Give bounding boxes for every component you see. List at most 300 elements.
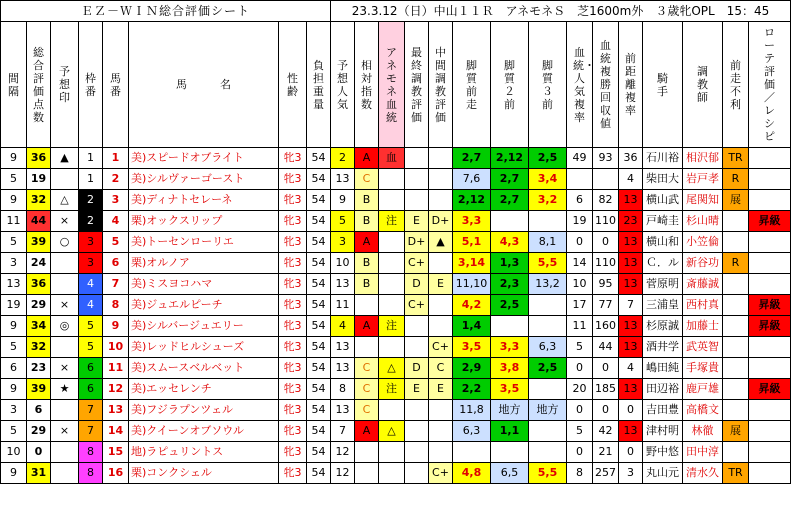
cell-bloodline-return: 93 (593, 148, 619, 169)
cell-final-training: D+ (405, 232, 429, 253)
cell-sex-age: 牝3 (279, 253, 307, 274)
cell-bloodline-return: 82 (593, 190, 619, 211)
cell-frame-number: 8 (79, 442, 103, 463)
cell-prev-disadvantage: 展 (723, 421, 749, 442)
cell-prev-distance-rate: 13 (619, 421, 643, 442)
cell-interval: 9 (1, 316, 27, 337)
cell-prediction-mark (51, 463, 79, 484)
cell-popularity: 8 (331, 379, 355, 400)
cell-prev-disadvantage: 展 (723, 190, 749, 211)
cell-running-style-prev (453, 442, 491, 463)
cell-relative-index: C (355, 379, 379, 400)
cell-trainer: 高橋文 (683, 400, 723, 421)
cell-total-score: 29 (27, 421, 51, 442)
cell-jockey: 横山和 (643, 232, 683, 253)
cell-final-training (405, 421, 429, 442)
cell-sex-age: 牝3 (279, 421, 307, 442)
cell-bloodline-return: 21 (593, 442, 619, 463)
cell-relative-index: B (355, 253, 379, 274)
cell-final-training (405, 148, 429, 169)
cell-running-style-2prev: 3,3 (491, 337, 529, 358)
cell-sex-age: 牝3 (279, 379, 307, 400)
cell-popularity: 10 (331, 253, 355, 274)
cell-total-score: 44 (27, 211, 51, 232)
cell-jockey: 吉田豊 (643, 400, 683, 421)
cell-anemone-bloodline (379, 190, 405, 211)
cell-popularity: 4 (331, 316, 355, 337)
cell-jockey: 杉原誠 (643, 316, 683, 337)
cell-prev-disadvantage (723, 274, 749, 295)
cell-final-training (405, 337, 429, 358)
cell-total-score: 39 (27, 232, 51, 253)
cell-running-style-3prev: 2,5 (529, 358, 567, 379)
cell-anemone-bloodline: △ (379, 421, 405, 442)
cell-final-training (405, 169, 429, 190)
cell-prev-distance-rate: 13 (619, 379, 643, 400)
cell-running-style-2prev (491, 316, 529, 337)
header-label: 血統・人気複率 (573, 45, 595, 124)
cell-bloodline-return: 160 (593, 316, 619, 337)
cell-running-style-3prev: 2,5 (529, 148, 567, 169)
cell-running-style-3prev (529, 211, 567, 232)
cell-weight: 54 (307, 421, 331, 442)
cell-running-style-prev: 4,8 (453, 463, 491, 484)
cell-trainer: 斎藤誠 (683, 274, 723, 295)
cell-rotation-eval (749, 148, 791, 169)
cell-running-style-2prev: 4,3 (491, 232, 529, 253)
cell-bloodline-return (593, 169, 619, 190)
header-anemone-bloodline (379, 22, 405, 148)
cell-rotation-eval (749, 190, 791, 211)
cell-final-training: D (405, 358, 429, 379)
cell-prediction-mark (51, 169, 79, 190)
table-row (1, 442, 791, 463)
cell-weight: 54 (307, 169, 331, 190)
cell-horse-number: 3 (103, 190, 129, 211)
cell-rotation-eval (749, 253, 791, 274)
cell-trainer: 西村真 (683, 295, 723, 316)
cell-relative-index: B (355, 190, 379, 211)
header-label: アネモネ血統 (386, 45, 397, 124)
cell-mid-training: E (429, 274, 453, 295)
table-row (1, 190, 791, 211)
cell-trainer: 清水久 (683, 463, 723, 484)
cell-final-training (405, 316, 429, 337)
cell-total-score: 31 (27, 463, 51, 484)
cell-final-training: E (405, 211, 429, 232)
cell-prev-distance-rate: 3 (619, 463, 643, 484)
cell-interval: 9 (1, 379, 27, 400)
cell-running-style-2prev: 3,5 (491, 379, 529, 400)
cell-mid-training: C+ (429, 337, 453, 358)
header-label: 性齢 (287, 71, 298, 98)
cell-frame-number: 6 (79, 379, 103, 400)
cell-prev-disadvantage: R (723, 169, 749, 190)
cell-popularity: 5 (331, 211, 355, 232)
table-row (1, 379, 791, 400)
cell-prev-distance-rate: 13 (619, 337, 643, 358)
cell-running-style-prev: 1,4 (453, 316, 491, 337)
cell-total-score: 36 (27, 148, 51, 169)
cell-sex-age: 牝3 (279, 232, 307, 253)
cell-running-style-2prev: 3,8 (491, 358, 529, 379)
header-running-style-prev (453, 22, 491, 148)
cell-running-style-prev: 11,10 (453, 274, 491, 295)
cell-anemone-bloodline (379, 232, 405, 253)
cell-jockey: 丸山元 (643, 463, 683, 484)
header-label: 間隔 (8, 71, 19, 98)
cell-horse-name: 美)ミスヨコハマ (129, 274, 279, 295)
cell-interval: 19 (1, 295, 27, 316)
cell-running-style-prev: 2,2 (453, 379, 491, 400)
header-prev-distance-rate (619, 22, 643, 148)
cell-weight: 54 (307, 379, 331, 400)
cell-horse-number: 8 (103, 295, 129, 316)
cell-horse-name: 栗)オックスリップ (129, 211, 279, 232)
cell-horse-number: 14 (103, 421, 129, 442)
cell-frame-number: 2 (79, 190, 103, 211)
header-sex-age (279, 22, 307, 148)
cell-popularity: 13 (331, 358, 355, 379)
cell-bloodline-popularity-rate: 17 (567, 295, 593, 316)
cell-prev-distance-rate: 13 (619, 316, 643, 337)
cell-popularity: 13 (331, 274, 355, 295)
cell-total-score: 29 (27, 295, 51, 316)
cell-running-style-2prev: 2,7 (491, 190, 529, 211)
cell-frame-number: 4 (79, 295, 103, 316)
cell-mid-training (429, 253, 453, 274)
header-label: 中間調教評価 (435, 45, 446, 124)
cell-bloodline-popularity-rate: 0 (567, 358, 593, 379)
cell-relative-index: B (355, 211, 379, 232)
cell-jockey: 野中悠 (643, 442, 683, 463)
header-label: 調教師 (697, 65, 708, 104)
cell-anemone-bloodline (379, 337, 405, 358)
cell-bloodline-popularity-rate: 19 (567, 211, 593, 232)
cell-prev-distance-rate: 13 (619, 190, 643, 211)
cell-horse-number: 13 (103, 400, 129, 421)
cell-jockey: Ｃ．ル (643, 253, 683, 274)
cell-running-style-prev: 5,1 (453, 232, 491, 253)
header-label: ローテ評価／レシピ (764, 26, 775, 143)
cell-mid-training (429, 190, 453, 211)
cell-rotation-eval (749, 463, 791, 484)
cell-bloodline-popularity-rate (567, 169, 593, 190)
cell-final-training: C+ (405, 295, 429, 316)
cell-interval: 5 (1, 232, 27, 253)
cell-relative-index: B (355, 274, 379, 295)
cell-jockey: 津村明 (643, 421, 683, 442)
cell-weight: 54 (307, 190, 331, 211)
cell-prev-disadvantage: R (723, 253, 749, 274)
cell-sex-age: 牝3 (279, 274, 307, 295)
cell-frame-number: 2 (79, 211, 103, 232)
cell-running-style-3prev: 5,5 (529, 253, 567, 274)
cell-trainer: 林徹 (683, 421, 723, 442)
header-trainer (683, 22, 723, 148)
cell-prediction-mark: ★ (51, 379, 79, 400)
table-row (1, 316, 791, 337)
header-label: 最終調教評価 (411, 45, 422, 124)
cell-bloodline-return: 0 (593, 400, 619, 421)
table-row (1, 463, 791, 484)
cell-popularity: 12 (331, 463, 355, 484)
cell-bloodline-popularity-rate: 8 (567, 463, 593, 484)
cell-prev-disadvantage (723, 295, 749, 316)
cell-horse-number: 4 (103, 211, 129, 232)
cell-trainer: 加藤士 (683, 316, 723, 337)
cell-weight: 54 (307, 211, 331, 232)
cell-interval: 3 (1, 400, 27, 421)
cell-rotation-eval: 昇級 (749, 211, 791, 232)
cell-prev-distance-rate: 0 (619, 442, 643, 463)
race-info: 23.3.12（日）中山１１Ｒ アネモネＳ 芝1600m外 ３歳牝OPL 15：45 (331, 1, 791, 22)
cell-prev-distance-rate: 4 (619, 169, 643, 190)
cell-anemone-bloodline (379, 295, 405, 316)
header-weight (307, 22, 331, 148)
cell-sex-age: 牝3 (279, 169, 307, 190)
cell-prediction-mark: × (51, 295, 79, 316)
cell-bloodline-popularity-rate: 20 (567, 379, 593, 400)
header-label: 脚質前走 (466, 58, 477, 111)
cell-final-training (405, 400, 429, 421)
cell-frame-number: 1 (79, 148, 103, 169)
cell-prediction-mark (51, 253, 79, 274)
header-label: 脚質３前 (542, 58, 553, 111)
cell-frame-number: 3 (79, 232, 103, 253)
cell-horse-number: 9 (103, 316, 129, 337)
cell-weight: 54 (307, 295, 331, 316)
cell-sex-age: 牝3 (279, 211, 307, 232)
cell-anemone-bloodline: 注 (379, 379, 405, 400)
cell-running-style-prev: 6,3 (453, 421, 491, 442)
cell-horse-name: 美)シルヴァーゴースト (129, 169, 279, 190)
cell-prediction-mark: × (51, 421, 79, 442)
cell-mid-training: C+ (429, 463, 453, 484)
cell-frame-number: 5 (79, 337, 103, 358)
cell-frame-number: 7 (79, 421, 103, 442)
cell-interval: 9 (1, 190, 27, 211)
cell-bloodline-popularity-rate: 14 (567, 253, 593, 274)
cell-prev-disadvantage (723, 316, 749, 337)
cell-running-style-2prev: 2,5 (491, 295, 529, 316)
cell-horse-name: 美)シルバージュエリー (129, 316, 279, 337)
cell-horse-number: 15 (103, 442, 129, 463)
cell-prediction-mark: ▲ (51, 148, 79, 169)
cell-sex-age: 牝3 (279, 400, 307, 421)
cell-weight: 54 (307, 316, 331, 337)
cell-prediction-mark (51, 337, 79, 358)
header-label: 馬番 (110, 71, 121, 98)
cell-horse-name: 美)スムースベルベット (129, 358, 279, 379)
cell-prev-disadvantage: TR (723, 463, 749, 484)
cell-running-style-3prev: 6,3 (529, 337, 567, 358)
table-row (1, 295, 791, 316)
cell-horse-name: 美)ジュエルピーチ (129, 295, 279, 316)
cell-popularity: 13 (331, 400, 355, 421)
cell-bloodline-return: 0 (593, 232, 619, 253)
cell-bloodline-popularity-rate: 6 (567, 190, 593, 211)
cell-interval: 9 (1, 148, 27, 169)
cell-bloodline-return: 44 (593, 337, 619, 358)
cell-total-score: 32 (27, 337, 51, 358)
cell-horse-name: 美)スピードオブライト (129, 148, 279, 169)
cell-popularity: 9 (331, 190, 355, 211)
header-prev-disadvantage (723, 22, 749, 148)
cell-jockey: 酒井学 (643, 337, 683, 358)
cell-horse-number: 5 (103, 232, 129, 253)
cell-running-style-3prev (529, 295, 567, 316)
cell-prev-disadvantage (723, 337, 749, 358)
cell-interval: 9 (1, 463, 27, 484)
cell-anemone-bloodline: 注 (379, 211, 405, 232)
cell-running-style-prev: 11,8 (453, 400, 491, 421)
cell-running-style-prev: 4,2 (453, 295, 491, 316)
header-label: 予想印 (59, 65, 70, 104)
header-label: 前距離複率 (625, 52, 636, 117)
cell-trainer: 手塚貴 (683, 358, 723, 379)
cell-horse-number: 16 (103, 463, 129, 484)
cell-prev-distance-rate: 0 (619, 400, 643, 421)
cell-running-style-2prev: 1,1 (491, 421, 529, 442)
cell-interval: 5 (1, 421, 27, 442)
cell-final-training (405, 442, 429, 463)
header-label: 負担重量 (313, 58, 324, 111)
cell-total-score: 39 (27, 379, 51, 400)
cell-bloodline-return: 0 (593, 358, 619, 379)
cell-running-style-3prev: 13,2 (529, 274, 567, 295)
table-row (1, 253, 791, 274)
header-popularity (331, 22, 355, 148)
header-prediction-mark (51, 22, 79, 148)
cell-frame-number: 8 (79, 463, 103, 484)
cell-running-style-3prev (529, 316, 567, 337)
cell-popularity: 2 (331, 148, 355, 169)
table-row (1, 274, 791, 295)
cell-bloodline-popularity-rate: 0 (567, 232, 593, 253)
cell-popularity: 11 (331, 295, 355, 316)
cell-mid-training: D+ (429, 211, 453, 232)
cell-relative-index: C (355, 400, 379, 421)
cell-frame-number: 6 (79, 358, 103, 379)
cell-prev-disadvantage (723, 211, 749, 232)
header-bloodline-return (593, 22, 619, 148)
cell-mid-training (429, 316, 453, 337)
cell-anemone-bloodline (379, 253, 405, 274)
cell-relative-index: A (355, 232, 379, 253)
cell-mid-training (429, 421, 453, 442)
cell-relative-index (355, 442, 379, 463)
cell-weight: 54 (307, 274, 331, 295)
cell-running-style-2prev: 6,5 (491, 463, 529, 484)
header-interval (1, 22, 27, 148)
cell-anemone-bloodline (379, 463, 405, 484)
cell-relative-index: A (355, 421, 379, 442)
cell-horse-number: 12 (103, 379, 129, 400)
cell-horse-name: 栗)コンクシェル (129, 463, 279, 484)
cell-prediction-mark: × (51, 211, 79, 232)
cell-total-score: 32 (27, 190, 51, 211)
cell-prediction-mark: ◎ (51, 316, 79, 337)
cell-frame-number: 7 (79, 400, 103, 421)
cell-prev-distance-rate: 36 (619, 148, 643, 169)
cell-total-score: 34 (27, 316, 51, 337)
cell-sex-age: 牝3 (279, 295, 307, 316)
cell-horse-number: 10 (103, 337, 129, 358)
cell-trainer: 尾関知 (683, 190, 723, 211)
cell-horse-number: 11 (103, 358, 129, 379)
cell-rotation-eval: 昇級 (749, 316, 791, 337)
cell-jockey: 横山武 (643, 190, 683, 211)
table-row (1, 358, 791, 379)
header-label: 予想人気 (337, 58, 348, 111)
cell-horse-number: 2 (103, 169, 129, 190)
cell-prev-disadvantage (723, 400, 749, 421)
cell-running-style-3prev: 8,1 (529, 232, 567, 253)
cell-jockey: 嶋田純 (643, 358, 683, 379)
cell-prediction-mark (51, 274, 79, 295)
cell-mid-training: ▲ (429, 232, 453, 253)
cell-sex-age: 牝3 (279, 442, 307, 463)
header-horse-name (129, 22, 279, 148)
cell-running-style-3prev (529, 442, 567, 463)
cell-jockey: 菅原明 (643, 274, 683, 295)
header-relative-index (355, 22, 379, 148)
header-row (1, 22, 791, 148)
cell-relative-index (355, 463, 379, 484)
cell-bloodline-popularity-rate: 0 (567, 442, 593, 463)
header-label: 血統複勝回収値 (600, 39, 611, 130)
cell-interval: 11 (1, 211, 27, 232)
cell-anemone-bloodline (379, 442, 405, 463)
cell-bloodline-popularity-rate: 11 (567, 316, 593, 337)
cell-rotation-eval (749, 421, 791, 442)
cell-prev-distance-rate: 23 (619, 211, 643, 232)
cell-relative-index: C (355, 169, 379, 190)
cell-horse-name: 美)レッドヒルシューズ (129, 337, 279, 358)
cell-bloodline-popularity-rate: 5 (567, 421, 593, 442)
cell-weight: 54 (307, 463, 331, 484)
cell-popularity: 13 (331, 169, 355, 190)
header-running-style-3prev (529, 22, 567, 148)
cell-trainer: 武英智 (683, 337, 723, 358)
header-jockey (643, 22, 683, 148)
cell-jockey: 田辺裕 (643, 379, 683, 400)
cell-running-style-prev: 3,14 (453, 253, 491, 274)
cell-horse-name: 美)エッセレンチ (129, 379, 279, 400)
sheet-title: ＥＺ－ＷＩＮ総合評価シート (1, 1, 331, 22)
cell-mid-training (429, 148, 453, 169)
cell-rotation-eval (749, 337, 791, 358)
cell-final-training: C+ (405, 253, 429, 274)
cell-running-style-prev: 3,5 (453, 337, 491, 358)
cell-total-score: 23 (27, 358, 51, 379)
cell-horse-number: 1 (103, 148, 129, 169)
cell-bloodline-popularity-rate: 0 (567, 400, 593, 421)
cell-rotation-eval (749, 400, 791, 421)
cell-rotation-eval (749, 169, 791, 190)
cell-popularity: 12 (331, 442, 355, 463)
cell-interval: 5 (1, 169, 27, 190)
cell-final-training: D (405, 274, 429, 295)
cell-mid-training (429, 400, 453, 421)
cell-horse-name: 美)クイーンオブソウル (129, 421, 279, 442)
cell-anemone-bloodline: △ (379, 358, 405, 379)
cell-bloodline-return: 257 (593, 463, 619, 484)
cell-trainer: 相沢郁 (683, 148, 723, 169)
header-label: 馬 名 (176, 78, 231, 91)
table-row (1, 400, 791, 421)
